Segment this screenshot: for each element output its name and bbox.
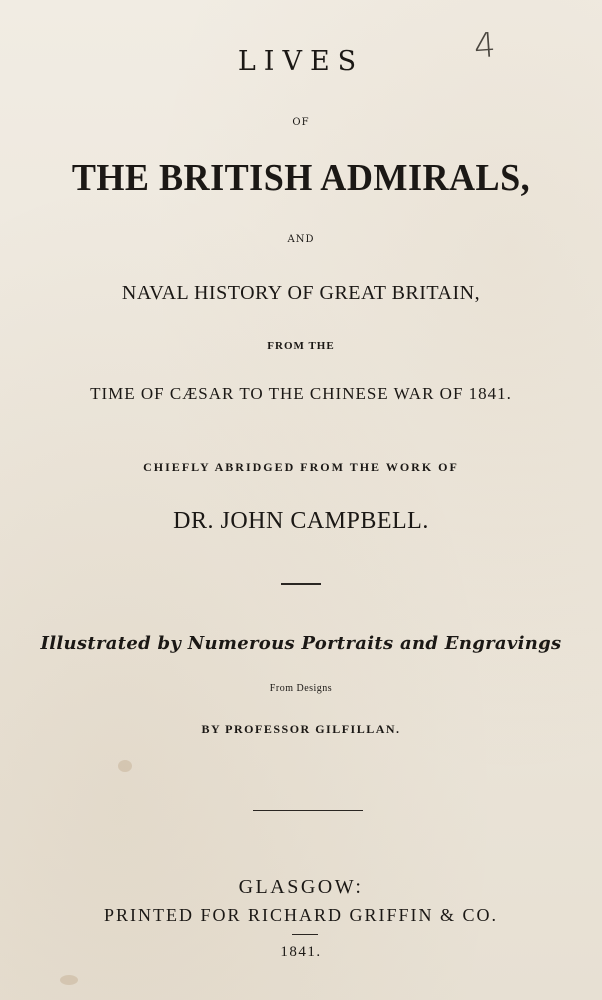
foxing-spot xyxy=(60,975,78,985)
main-title: THE BRITISH ADMIRALS, xyxy=(71,157,531,199)
connector-from-the: FROM THE xyxy=(267,340,335,352)
foxing-spot xyxy=(118,760,132,772)
handwritten-page-mark: 4 xyxy=(472,25,498,67)
designs-note: From Designs xyxy=(269,683,333,694)
divider-rule xyxy=(292,934,318,935)
imprint-publisher: PRINTED FOR RICHARD GRIFFIN & CO. xyxy=(103,905,499,925)
illustrations-note: Illustrated by Numerous Portraits and Engravings xyxy=(40,633,562,654)
author-name: DR. JOHN CAMPBELL. xyxy=(173,508,429,534)
illustrator-name: BY PROFESSOR GILFILLAN. xyxy=(201,722,401,736)
abridged-note: CHIEFLY ABRIDGED FROM THE WORK OF xyxy=(143,460,459,474)
imprint-city: GLASGOW: xyxy=(238,876,364,898)
title-lives: LIVES xyxy=(237,46,365,77)
connector-and: AND xyxy=(287,234,315,245)
divider-rule xyxy=(253,810,363,811)
subtitle-time-span: TIME OF CÆSAR TO THE CHINESE WAR OF 1841. xyxy=(90,384,512,403)
subtitle-naval-history: NAVAL HISTORY OF GREAT BRITAIN, xyxy=(121,282,481,304)
divider-rule xyxy=(281,583,321,585)
connector-of: OF xyxy=(292,117,310,128)
imprint-year: 1841. xyxy=(280,944,322,960)
